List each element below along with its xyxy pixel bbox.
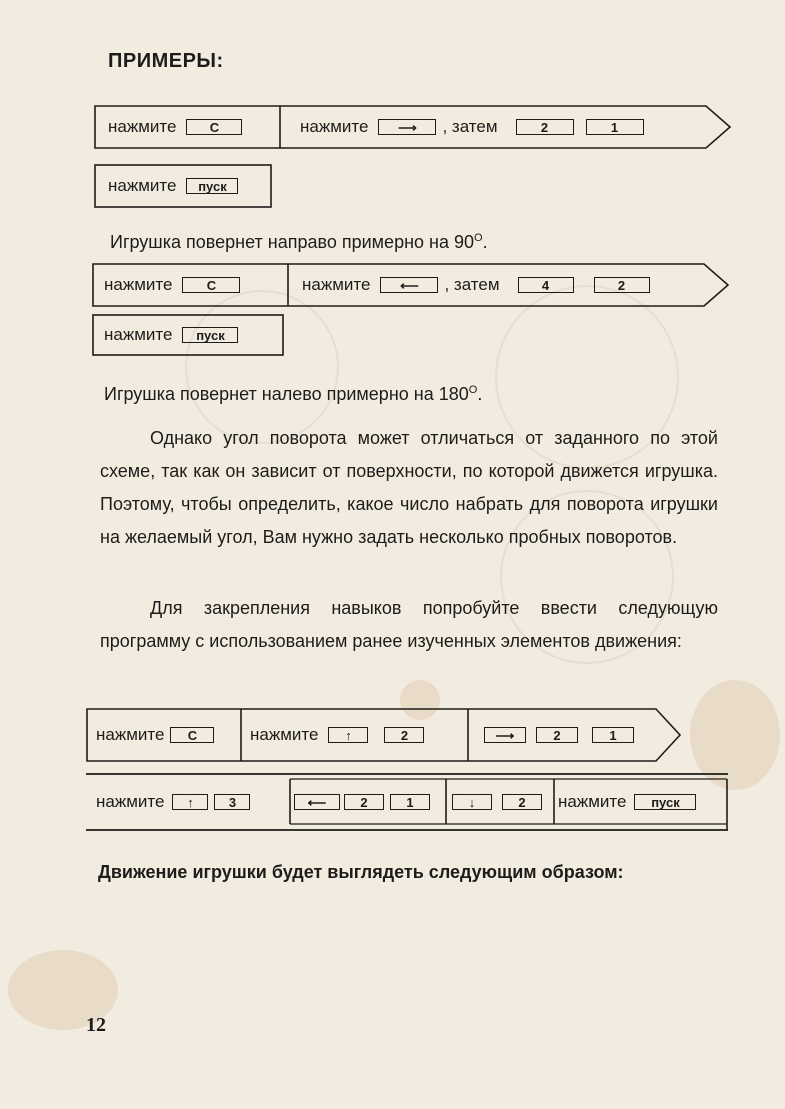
- program-cell-right: [474, 708, 634, 762]
- result2-text: Игрушка повернет налево примерно на $180^O$.: [104, 384, 483, 404]
- press-label: нажмите: [300, 117, 369, 136]
- page-number: 12: [86, 1014, 106, 1036]
- key-digit[interactable]: 1: [592, 727, 634, 743]
- example1-cell-clear: [108, 105, 242, 149]
- key-arrow-right[interactable]: [484, 727, 526, 743]
- key-digit[interactable]: 2: [384, 727, 424, 743]
- key-digit[interactable]: 2: [344, 794, 384, 810]
- program-row-1: [86, 708, 686, 762]
- press-label: нажмите: [104, 275, 173, 294]
- example2-command-row: [92, 263, 732, 307]
- press-label: нажмите: [96, 792, 165, 811]
- paragraph-angle-note: Однако угол поворота может отличаться от заданного по этой схеме, так как он зависит от поверхности, по которой движется игрушка. Поэтому, чтобы определить, какое число набрать для поворота игрушки на желаемый угол, Вам нужно задать несколько пробных поворотов.: [100, 428, 718, 547]
- key-arrow-right[interactable]: [378, 119, 436, 135]
- motion-caption: Движение игрушки будет выглядеть следующим образом:: [98, 862, 624, 882]
- paragraph-program-intro: Для закрепления навыков попробуйте ввести следующую программу с использованием ранее изученных элементов движения:: [100, 598, 718, 651]
- key-arrow-down[interactable]: [452, 794, 492, 810]
- press-label: нажмите: [108, 176, 177, 195]
- press-label: нажмите: [250, 725, 319, 744]
- key-arrow-up[interactable]: [328, 727, 368, 743]
- key-digit[interactable]: 2: [502, 794, 542, 810]
- press-label: нажмите: [302, 275, 371, 294]
- example2-cell-start: [104, 314, 238, 356]
- key-digit[interactable]: 2: [516, 119, 574, 135]
- key-start[interactable]: пуск: [634, 794, 696, 810]
- key-digit[interactable]: 1: [586, 119, 644, 135]
- key-arrow-left[interactable]: [294, 794, 340, 810]
- press-label: нажмите: [96, 725, 165, 744]
- key-digit[interactable]: 3: [214, 794, 250, 810]
- program-row-2: [86, 773, 728, 831]
- press-label: нажмите: [108, 117, 177, 136]
- key-start[interactable]: пуск: [182, 327, 238, 343]
- key-c[interactable]: С: [170, 727, 214, 743]
- key-digit[interactable]: 2: [536, 727, 578, 743]
- then-label: , затем: [442, 117, 498, 136]
- example2-cell-turn: [302, 263, 650, 307]
- key-c[interactable]: С: [186, 119, 242, 135]
- example1-start-row: [94, 164, 272, 208]
- key-arrow-left[interactable]: [380, 277, 438, 293]
- example1-cell-turn: [300, 105, 644, 149]
- program-cell-forward-3: [96, 773, 250, 831]
- arrow-left-icon: ⟵: [307, 794, 327, 810]
- arrow-up-icon: ↑: [345, 727, 352, 743]
- arrow-right-icon: ⟶: [398, 119, 417, 135]
- program-cell-back: [452, 773, 542, 831]
- page-title: ПРИМЕРЫ:: [108, 50, 224, 72]
- press-label: нажмите: [104, 325, 173, 344]
- key-digit[interactable]: 1: [390, 794, 430, 810]
- key-start[interactable]: пуск: [186, 178, 238, 194]
- example1-command-row: [94, 105, 734, 149]
- program-cell-clear: [96, 708, 214, 762]
- example1-cell-start: [108, 164, 238, 208]
- result1-text: Игрушка повернет направо примерно на $90^O$.: [110, 232, 488, 252]
- key-arrow-up[interactable]: [172, 794, 208, 810]
- program-cell-forward: [250, 708, 424, 762]
- key-digit[interactable]: 4: [518, 277, 574, 293]
- arrow-up-icon: ↑: [187, 794, 194, 810]
- key-c[interactable]: С: [182, 277, 240, 293]
- arrow-down-icon: ↓: [468, 794, 476, 810]
- program-cell-left: [294, 773, 430, 831]
- then-label: , затем: [444, 275, 500, 294]
- example2-start-row: [92, 314, 284, 356]
- press-label: нажмите: [558, 792, 627, 811]
- program-cell-start: [558, 773, 696, 831]
- example2-cell-clear: [104, 263, 240, 307]
- arrow-left-icon: ⟵: [400, 277, 419, 293]
- key-digit[interactable]: 2: [594, 277, 650, 293]
- arrow-right-icon: ⟶: [495, 727, 515, 743]
